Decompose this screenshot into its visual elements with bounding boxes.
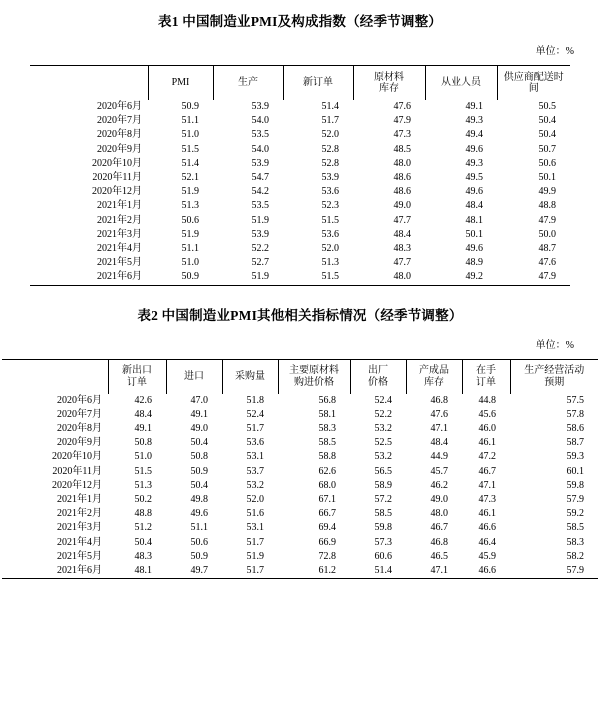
column-header bbox=[30, 66, 148, 101]
table-cell: 48.1 bbox=[465, 214, 483, 226]
row-label: 2021年3月 bbox=[57, 522, 102, 534]
table-cell: 47.6 bbox=[393, 101, 411, 112]
table-cell: 50.5 bbox=[538, 101, 556, 112]
table-cell: 52.2 bbox=[251, 243, 269, 255]
row-label: 2020年10月 bbox=[52, 451, 102, 463]
row-label: 2021年2月 bbox=[97, 214, 142, 226]
table-cell: 50.2 bbox=[134, 494, 152, 506]
table-cell: 49.1 bbox=[134, 423, 152, 435]
table-cell: 51.9 bbox=[181, 228, 199, 240]
table-cell: 49.9 bbox=[538, 186, 556, 198]
table-cell: 50.6 bbox=[190, 536, 208, 548]
table-cell: 48.4 bbox=[393, 228, 411, 240]
table-cell: 48.7 bbox=[538, 243, 556, 255]
table-cell: 50.4 bbox=[134, 536, 152, 548]
table-cell: 49.3 bbox=[465, 115, 483, 127]
table-row bbox=[30, 143, 570, 157]
table-row bbox=[2, 408, 598, 422]
table-cell: 48.4 bbox=[430, 437, 448, 449]
table-cell: 47.1 bbox=[478, 479, 496, 491]
table-cell: 52.4 bbox=[246, 408, 264, 420]
table-cell: 51.5 bbox=[181, 143, 199, 155]
table-cell: 51.4 bbox=[350, 564, 406, 579]
column-header: 主要原材料 购进价格 bbox=[278, 359, 350, 394]
table-cell: 48.6 bbox=[393, 172, 411, 184]
column-header: 产成品 库存 bbox=[406, 359, 462, 394]
table-cell: 52.4 bbox=[374, 394, 392, 406]
table-cell: 49.5 bbox=[465, 172, 483, 184]
column-header: 采购量 bbox=[222, 359, 278, 394]
table-row bbox=[2, 436, 598, 450]
table-cell: 48.6 bbox=[393, 186, 411, 198]
table-cell: 46.5 bbox=[430, 550, 448, 562]
table-cell: 48.0 bbox=[393, 157, 411, 169]
table-cell: 51.4 bbox=[181, 157, 199, 169]
table-row bbox=[30, 270, 570, 285]
column-header: 生产经营活动 预期 bbox=[510, 359, 598, 394]
table-cell: 52.8 bbox=[321, 157, 339, 169]
table-cell: 52.3 bbox=[321, 200, 339, 212]
table-cell: 51.1 bbox=[181, 243, 199, 255]
row-label: 2020年12月 bbox=[52, 479, 102, 491]
table-cell: 53.6 bbox=[321, 186, 339, 198]
table-row bbox=[30, 242, 570, 256]
table-cell: 49.6 bbox=[465, 186, 483, 198]
table-row bbox=[2, 465, 598, 479]
table-cell: 49.0 bbox=[393, 200, 411, 212]
table-cell: 49.2 bbox=[425, 270, 497, 285]
table-cell: 42.6 bbox=[134, 394, 152, 406]
table-cell: 51.7 bbox=[321, 115, 339, 127]
table-cell: 47.9 bbox=[538, 214, 556, 226]
table-cell: 54.0 bbox=[251, 115, 269, 127]
table-row bbox=[2, 493, 598, 507]
table-cell: 53.1 bbox=[246, 451, 264, 463]
column-header: 在手 订单 bbox=[462, 359, 510, 394]
row-label: 2020年6月 bbox=[57, 394, 102, 406]
table-cell: 45.6 bbox=[478, 408, 496, 420]
table-cell: 50.9 bbox=[181, 101, 199, 112]
table-cell: 46.4 bbox=[478, 536, 496, 548]
table-cell: 46.7 bbox=[430, 522, 448, 534]
table-cell: 51.5 bbox=[134, 465, 152, 477]
table-cell: 46.2 bbox=[430, 479, 448, 491]
table-cell: 52.5 bbox=[374, 437, 392, 449]
row-label: 2021年3月 bbox=[97, 228, 142, 240]
table-cell: 52.0 bbox=[321, 243, 339, 255]
table-cell: 53.9 bbox=[251, 228, 269, 240]
table-cell: 50.1 bbox=[465, 228, 483, 240]
table-cell: 46.1 bbox=[478, 508, 496, 520]
table-cell: 50.4 bbox=[538, 129, 556, 141]
table-cell: 56.5 bbox=[374, 465, 392, 477]
table-cell: 50.0 bbox=[538, 228, 556, 240]
column-header: 新出口 订单 bbox=[108, 359, 166, 394]
table-row bbox=[2, 450, 598, 464]
row-label: 2021年6月 bbox=[2, 564, 108, 579]
table-cell: 48.0 bbox=[430, 508, 448, 520]
column-header: 进口 bbox=[166, 359, 222, 394]
table-cell: 50.8 bbox=[190, 451, 208, 463]
row-label: 2020年7月 bbox=[57, 408, 102, 420]
table-cell: 44.9 bbox=[430, 451, 448, 463]
table-cell: 51.8 bbox=[246, 394, 264, 406]
table-row bbox=[30, 228, 570, 242]
table-cell: 46.1 bbox=[478, 437, 496, 449]
table-row bbox=[30, 128, 570, 142]
row-label: 2021年4月 bbox=[97, 243, 142, 255]
table-row bbox=[2, 479, 598, 493]
row-label: 2020年8月 bbox=[97, 129, 142, 141]
column-header bbox=[2, 359, 108, 394]
table2 bbox=[2, 359, 598, 580]
table-cell: 61.2 bbox=[278, 564, 350, 579]
table-cell: 46.6 bbox=[478, 522, 496, 534]
table-cell: 57.5 bbox=[566, 394, 584, 406]
table-cell: 48.3 bbox=[393, 243, 411, 255]
row-label: 2020年8月 bbox=[57, 423, 102, 435]
table-cell: 46.6 bbox=[462, 564, 510, 579]
table1-title: 表1 中国制造业PMI及构成指数（经季节调整） bbox=[158, 14, 442, 29]
table-cell: 51.7 bbox=[246, 536, 264, 548]
table-cell: 50.9 bbox=[190, 550, 208, 562]
table-cell: 60.1 bbox=[566, 465, 584, 477]
table-cell: 68.0 bbox=[318, 479, 336, 491]
table-cell: 51.9 bbox=[213, 270, 283, 285]
table-cell: 58.9 bbox=[374, 479, 392, 491]
table-cell: 51.1 bbox=[181, 115, 199, 127]
table-cell: 58.6 bbox=[566, 423, 584, 435]
table-cell: 52.1 bbox=[181, 172, 199, 184]
table-cell: 53.1 bbox=[246, 522, 264, 534]
table-row bbox=[30, 157, 570, 171]
table-cell: 50.4 bbox=[190, 479, 208, 491]
table-cell: 48.5 bbox=[393, 143, 411, 155]
table-cell: 48.1 bbox=[108, 564, 166, 579]
table-cell: 56.8 bbox=[318, 394, 336, 406]
table-cell: 50.4 bbox=[538, 115, 556, 127]
table-row bbox=[2, 507, 598, 521]
table-cell: 49.4 bbox=[465, 129, 483, 141]
table-cell: 47.0 bbox=[190, 394, 208, 406]
table-cell: 53.9 bbox=[251, 157, 269, 169]
table-row bbox=[2, 550, 598, 564]
table-cell: 51.9 bbox=[181, 186, 199, 198]
table-cell: 47.7 bbox=[393, 214, 411, 226]
row-label: 2021年5月 bbox=[57, 550, 102, 562]
table-cell: 52.2 bbox=[374, 408, 392, 420]
table-cell: 57.8 bbox=[566, 408, 584, 420]
table-cell: 58.3 bbox=[318, 423, 336, 435]
document-page bbox=[0, 10, 600, 704]
row-label: 2021年6月 bbox=[30, 270, 148, 285]
table-cell: 51.5 bbox=[283, 270, 353, 285]
table-cell: 58.5 bbox=[374, 508, 392, 520]
table-cell: 59.2 bbox=[566, 508, 584, 520]
table-cell: 52.0 bbox=[246, 494, 264, 506]
table-cell: 51.6 bbox=[246, 508, 264, 520]
row-label: 2021年4月 bbox=[57, 536, 102, 548]
table-row bbox=[30, 114, 570, 128]
table-row bbox=[30, 185, 570, 199]
table-cell: 52.7 bbox=[251, 257, 269, 269]
table-cell: 53.2 bbox=[374, 451, 392, 463]
table-cell: 51.3 bbox=[321, 257, 339, 269]
column-header: 出厂 价格 bbox=[350, 359, 406, 394]
table-row bbox=[30, 214, 570, 228]
table-cell: 62.6 bbox=[318, 465, 336, 477]
table-row bbox=[2, 422, 598, 436]
table-cell: 48.4 bbox=[465, 200, 483, 212]
table-cell: 52.8 bbox=[321, 143, 339, 155]
column-header: 从业人员 bbox=[425, 66, 497, 101]
table-cell: 53.9 bbox=[321, 172, 339, 184]
table-cell: 49.6 bbox=[190, 508, 208, 520]
row-label: 2021年2月 bbox=[57, 508, 102, 520]
table-cell: 48.8 bbox=[538, 200, 556, 212]
table-cell: 49.6 bbox=[465, 143, 483, 155]
row-label: 2020年6月 bbox=[97, 101, 142, 112]
table-cell: 49.8 bbox=[190, 494, 208, 506]
table-cell: 51.2 bbox=[134, 522, 152, 534]
row-label: 2020年11月 bbox=[52, 465, 102, 477]
table-cell: 50.8 bbox=[134, 437, 152, 449]
table-cell: 54.0 bbox=[251, 143, 269, 155]
table-cell: 47.1 bbox=[430, 423, 448, 435]
table-cell: 53.2 bbox=[246, 479, 264, 491]
table-cell: 72.8 bbox=[318, 550, 336, 562]
table-cell: 47.9 bbox=[497, 270, 570, 285]
column-header: 原材料 库存 bbox=[353, 66, 425, 101]
table1-body bbox=[30, 100, 570, 285]
table-cell: 53.2 bbox=[374, 423, 392, 435]
table-cell: 48.4 bbox=[134, 408, 152, 420]
row-label: 2021年1月 bbox=[97, 200, 142, 212]
table-cell: 67.1 bbox=[318, 494, 336, 506]
table2-header bbox=[2, 359, 598, 394]
table-cell: 53.7 bbox=[246, 465, 264, 477]
table-row bbox=[30, 100, 570, 114]
table-cell: 66.7 bbox=[318, 508, 336, 520]
table-cell: 51.3 bbox=[134, 479, 152, 491]
table-cell: 51.3 bbox=[181, 200, 199, 212]
table-cell: 51.1 bbox=[190, 522, 208, 534]
table1-section bbox=[0, 10, 600, 286]
table-cell: 47.1 bbox=[406, 564, 462, 579]
table-cell: 60.6 bbox=[374, 550, 392, 562]
table-cell: 51.0 bbox=[181, 129, 199, 141]
table-cell: 57.2 bbox=[374, 494, 392, 506]
row-label: 2021年5月 bbox=[97, 257, 142, 269]
table-cell: 59.8 bbox=[374, 522, 392, 534]
table-cell: 50.4 bbox=[190, 437, 208, 449]
table-cell: 46.8 bbox=[430, 536, 448, 548]
table-cell: 53.6 bbox=[246, 437, 264, 449]
table-cell: 57.3 bbox=[374, 536, 392, 548]
table2-title: 表2 中国制造业PMI其他相关指标情况（经季节调整） bbox=[137, 307, 463, 323]
table-cell: 51.7 bbox=[246, 423, 264, 435]
table-cell: 50.7 bbox=[538, 143, 556, 155]
table-cell: 45.7 bbox=[430, 465, 448, 477]
table-cell: 50.9 bbox=[148, 270, 213, 285]
table-cell: 49.1 bbox=[190, 408, 208, 420]
table-cell: 50.1 bbox=[538, 172, 556, 184]
table-cell: 58.3 bbox=[566, 536, 584, 548]
table-cell: 47.6 bbox=[538, 257, 556, 269]
table1 bbox=[30, 65, 570, 286]
table-cell: 48.8 bbox=[134, 508, 152, 520]
table-row bbox=[2, 564, 598, 579]
table-cell: 47.6 bbox=[430, 408, 448, 420]
table-row bbox=[2, 394, 598, 408]
table-cell: 49.7 bbox=[166, 564, 222, 579]
table-row bbox=[30, 199, 570, 213]
table-cell: 48.3 bbox=[134, 550, 152, 562]
table-row bbox=[2, 521, 598, 535]
column-header: 生产 bbox=[213, 66, 283, 101]
table2-unit: 单位：% bbox=[535, 339, 574, 351]
table-cell: 47.3 bbox=[478, 494, 496, 506]
row-label: 2020年9月 bbox=[57, 437, 102, 449]
table-cell: 57.9 bbox=[510, 564, 598, 579]
table-cell: 49.1 bbox=[465, 101, 483, 112]
table-cell: 53.6 bbox=[321, 228, 339, 240]
row-label: 2020年9月 bbox=[97, 143, 142, 155]
table1-header bbox=[30, 66, 570, 101]
table-cell: 51.7 bbox=[222, 564, 278, 579]
table-cell: 58.8 bbox=[318, 451, 336, 463]
table-cell: 50.6 bbox=[538, 157, 556, 169]
table2-body bbox=[2, 394, 598, 579]
table-cell: 51.4 bbox=[321, 101, 339, 112]
table-cell: 51.0 bbox=[134, 451, 152, 463]
row-label: 2020年11月 bbox=[92, 172, 142, 184]
table-cell: 47.3 bbox=[393, 129, 411, 141]
row-label: 2020年7月 bbox=[97, 115, 142, 127]
table-cell: 48.9 bbox=[465, 257, 483, 269]
table-cell: 59.3 bbox=[566, 451, 584, 463]
table-cell: 53.5 bbox=[251, 200, 269, 212]
table-cell: 50.9 bbox=[190, 465, 208, 477]
table-cell: 51.9 bbox=[246, 550, 264, 562]
table-cell: 45.9 bbox=[478, 550, 496, 562]
table-cell: 47.7 bbox=[393, 257, 411, 269]
table-cell: 58.5 bbox=[318, 437, 336, 449]
column-header: PMI bbox=[148, 66, 213, 101]
table-cell: 59.8 bbox=[566, 479, 584, 491]
table-cell: 46.7 bbox=[478, 465, 496, 477]
table-cell: 54.7 bbox=[251, 172, 269, 184]
table-cell: 51.0 bbox=[181, 257, 199, 269]
table-row bbox=[30, 256, 570, 270]
table2-section bbox=[0, 304, 600, 580]
table-cell: 58.2 bbox=[566, 550, 584, 562]
table-cell: 49.0 bbox=[430, 494, 448, 506]
table-cell: 49.6 bbox=[465, 243, 483, 255]
table-cell: 49.0 bbox=[190, 423, 208, 435]
table-cell: 46.8 bbox=[430, 394, 448, 406]
table-cell: 44.8 bbox=[478, 394, 496, 406]
row-label: 2021年1月 bbox=[57, 494, 102, 506]
table-cell: 51.5 bbox=[321, 214, 339, 226]
table-cell: 49.3 bbox=[465, 157, 483, 169]
table1-unit: 单位：% bbox=[535, 46, 574, 57]
table-cell: 57.9 bbox=[566, 494, 584, 506]
table-cell: 48.0 bbox=[353, 270, 425, 285]
table-cell: 54.2 bbox=[251, 186, 269, 198]
table-cell: 47.9 bbox=[393, 115, 411, 127]
table-cell: 53.5 bbox=[251, 129, 269, 141]
table-cell: 52.0 bbox=[321, 129, 339, 141]
table-row bbox=[30, 171, 570, 185]
row-label: 2020年12月 bbox=[92, 186, 142, 198]
table-cell: 47.2 bbox=[478, 451, 496, 463]
table-cell: 51.9 bbox=[251, 214, 269, 226]
table-cell: 50.6 bbox=[181, 214, 199, 226]
table-row bbox=[2, 536, 598, 550]
column-header: 供应商配送时 间 bbox=[497, 66, 570, 101]
column-header: 新订单 bbox=[283, 66, 353, 101]
table-cell: 46.0 bbox=[478, 423, 496, 435]
table-cell: 58.1 bbox=[318, 408, 336, 420]
table-cell: 58.5 bbox=[566, 522, 584, 534]
table-cell: 58.7 bbox=[566, 437, 584, 449]
table-cell: 66.9 bbox=[318, 536, 336, 548]
table-cell: 69.4 bbox=[318, 522, 336, 534]
row-label: 2020年10月 bbox=[92, 157, 142, 169]
table-cell: 53.9 bbox=[251, 101, 269, 112]
